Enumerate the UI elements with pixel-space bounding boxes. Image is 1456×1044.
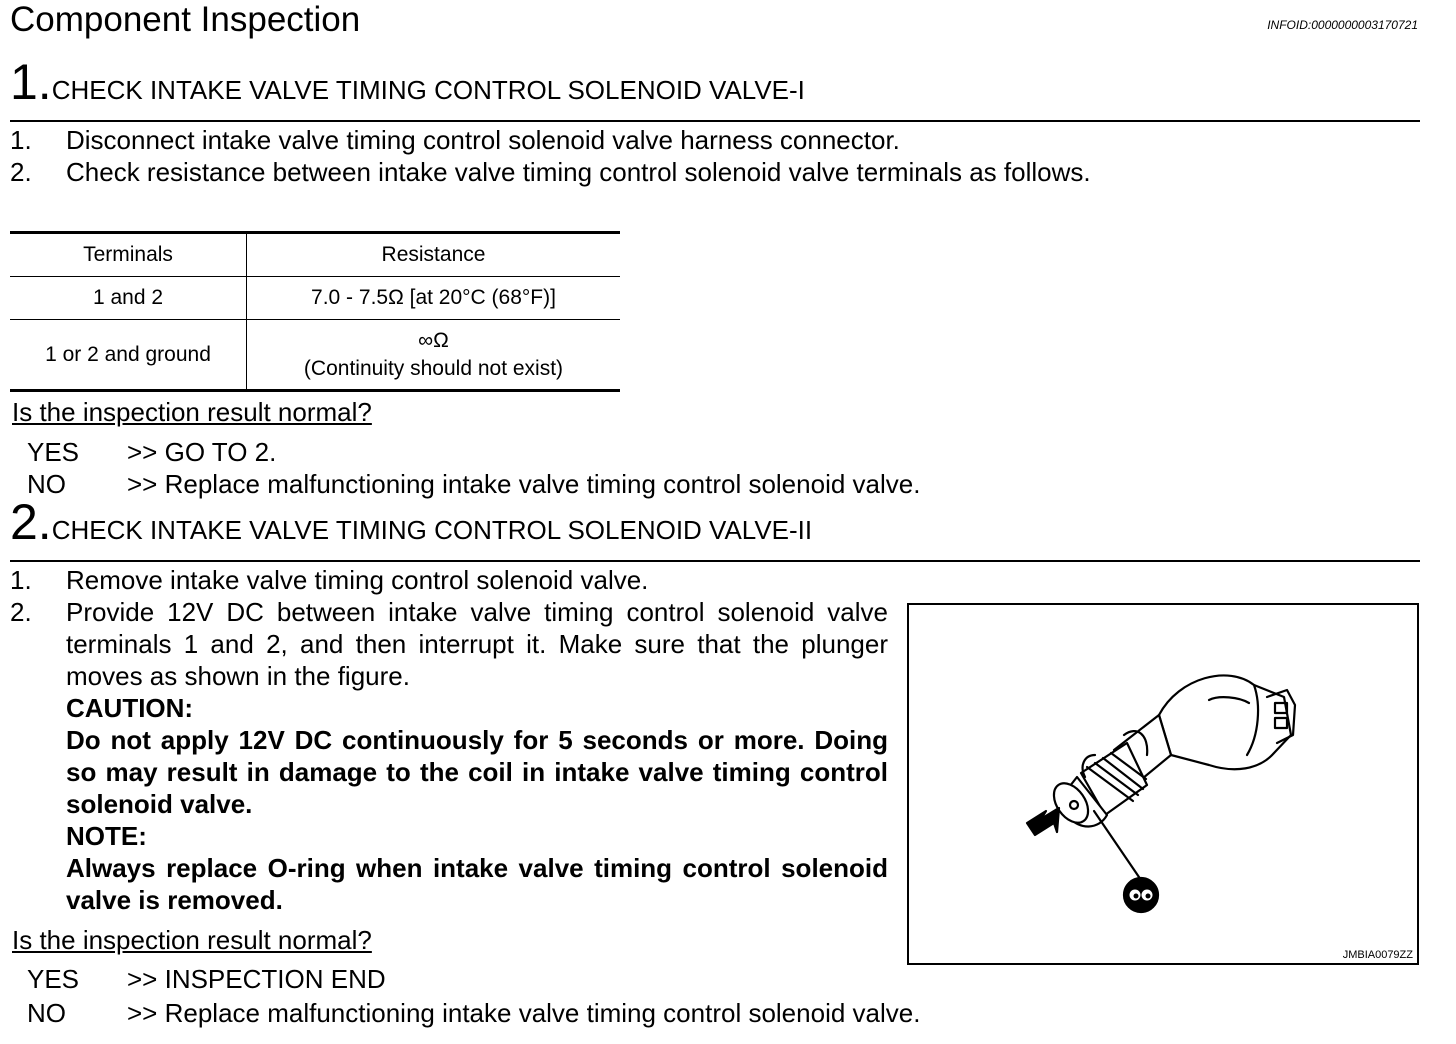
note-text: Always replace O-ring when intake valve timing control solenoid valve is removed.	[66, 853, 888, 915]
step-2-title: CHECK INTAKE VALVE TIMING CONTROL SOLENOID VALVE-II	[51, 515, 813, 545]
terminals-cell: 1 or 2 and ground	[10, 320, 247, 391]
caution-text: Do not apply 12V DC continuously for 5 seconds or more. Doing so may result in damage to the coil in intake valve timing control solenoid valve.	[66, 725, 888, 819]
step-1-number: 1.	[10, 54, 52, 110]
step-2-item-2-text	[66, 596, 888, 916]
step-2-answer-no: NO >> Replace malfunctioning intake valve timing control solenoid valve.	[27, 998, 921, 1028]
step-2-answer-yes: YES >> INSPECTION END	[27, 964, 386, 994]
info-id: INFOID:0000000003170721	[1267, 18, 1418, 32]
resistance-cell	[247, 320, 621, 391]
step-1-answer-no: NO >> Replace malfunctioning intake valve timing control solenoid valve.	[27, 469, 921, 499]
table-header-row	[10, 233, 620, 277]
step-1-heading	[10, 54, 805, 110]
resistance-line-1: ∞Ω	[418, 328, 449, 352]
step-1-question: Is the inspection result normal?	[12, 397, 372, 427]
step-1-item-2: 2. Check resistance between intake valve timing control solenoid valve terminals as follows.	[10, 157, 1091, 187]
step-2-item-2-number: 2.	[10, 597, 32, 627]
step-2-heading	[10, 494, 812, 550]
solenoid-valve-illustration	[909, 605, 1417, 963]
step-2-rule	[10, 560, 1420, 562]
figure-code: JMBIA0079ZZ	[1342, 949, 1413, 961]
step-1-item-1: 1. Disconnect intake valve timing control solenoid valve harness connector.	[10, 125, 900, 155]
col-resistance-header: Resistance	[247, 233, 621, 277]
step-2-number: 2.	[10, 494, 52, 550]
note-label: NOTE:	[66, 821, 147, 851]
step-2-item-1: 1. Remove intake valve timing control solenoid valve.	[10, 565, 649, 595]
step-2-item-2-body: Provide 12V DC between intake valve timing control solenoid valve terminals 1 and 2, and then interrupt it. Make sure that the plunger moves as shown in the figure.	[66, 597, 888, 691]
solenoid-valve-figure	[907, 603, 1419, 965]
step-1-title: CHECK INTAKE VALVE TIMING CONTROL SOLENOID VALVE-I	[51, 75, 805, 105]
step-1-rule	[10, 120, 1420, 122]
resistance-table	[10, 231, 620, 392]
table-row	[10, 320, 620, 391]
col-terminals-header: Terminals	[10, 233, 247, 277]
caution-label: CAUTION:	[66, 693, 194, 723]
table-row	[10, 277, 620, 320]
page-title: Component Inspection	[10, 0, 361, 39]
step-2-question: Is the inspection result normal?	[12, 925, 372, 955]
step-1-answer-yes: YES >> GO TO 2.	[27, 437, 277, 467]
resistance-line-2: (Continuity should not exist)	[303, 356, 564, 380]
resistance-cell: 7.0 - 7.5Ω [at 20°C (68°F)]	[247, 277, 621, 320]
terminals-cell: 1 and 2	[10, 277, 247, 320]
